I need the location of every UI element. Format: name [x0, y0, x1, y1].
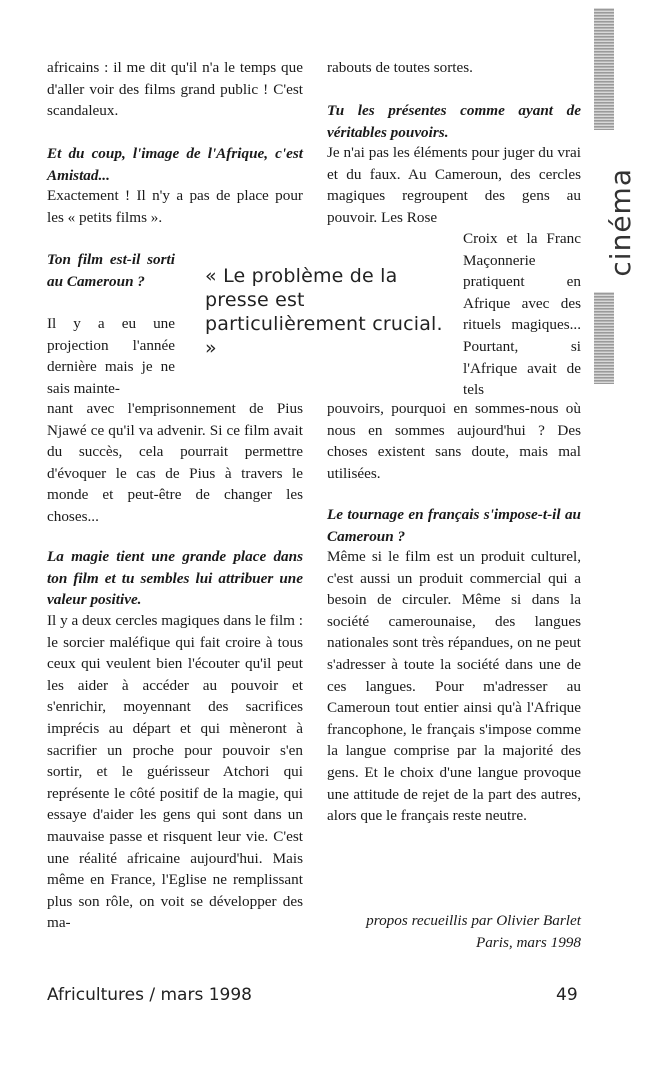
interview-credit	[327, 910, 581, 954]
section-marker-bar-top	[594, 8, 614, 130]
left-answer-2: Exactement ! Il n'y a pas de place pour les « petits films ».	[47, 187, 303, 226]
left-answer-3-end: nant avec l'emprisonnement de Pius Njawé ce qu'il va advenir. Si ce film avait du succès, cela pourrait permettre d'évoquer le cas de Pius à travers le monde et peut-être de changer les choses...	[47, 400, 303, 525]
left-answer-4: Il y a deux cercles magiques dans le film : le sorcier maléfique qui fait croire à tous ceux qui veulent bien l'écouter qu'il peut les aider à accéder au pouvoir et s'enrichir, moyennant des sacrifices imprécis au départ et qui mèneront à sacrifier un proche pour pouvoir s'en sortir, et le guérisseur Atchori qui représente le côté positif de la magie, qui essaye d'aider les gens qui sont dans un mauvaise passe et risquent leur vie. C'est une réalité africaine aujourd'hui. Mais même en France, l'Eglise ne remplissant plus son rôle, on voit se développer des ma-	[47, 612, 303, 932]
left-answer-3-start: Il y a eu une projection l'année dernière mais je ne sais mainte-	[47, 315, 175, 397]
footer-publication: Africultures / mars 1998	[47, 985, 252, 1005]
right-answer-1-end: pouvoirs, pourquoi en sommes-nous où nous en sommes aujourd'hui ? Des choses existent sans doute, mais mal utilisées.	[327, 400, 581, 482]
right-question-1: Tu les présentes comme ayant de véritables pouvoirs.	[327, 102, 581, 141]
left-question-2: Ton film est-il sorti au Cameroun ?	[47, 251, 175, 290]
right-question-2: Le tournage en français s'impose-t-il au Cameroun ?	[327, 506, 581, 545]
left-question-1: Et du coup, l'image de l'Afrique, c'est Amistad...	[47, 145, 303, 184]
section-marker-bar-bottom	[594, 292, 614, 384]
left-question-3: La magie tient une grande place dans ton film et tu sembles lui attribuer une valeur positive.	[47, 548, 303, 609]
section-label: cinéma	[604, 168, 637, 277]
right-answer-1-start: Je n'ai pas les éléments pour juger du vrai et du faux. Au Cameroun, des cercles magiques regroupent des gens au pouvoir. Les Rose	[327, 144, 581, 226]
credit-author: propos recueillis par Olivier Barlet	[366, 912, 581, 929]
right-answer-2: Même si le film est un produit culturel, c'est aussi un produit commercial qui a besoin de circuler. Même si dans la société camerounaise, des langues nationales sont très répandues, on ne peut s'adresser à toute la société dans une de ces langues. Pour m'adresser au Cameroun tout entier ainsi qu'à l'Afrique francophone, le français s'impose comme la langue comprise par la majorité des gens. Et le choix d'une langue provoque une attitude de rejet de la part des autres, alors que le français reste neutre.	[327, 548, 581, 825]
pull-quote: « Le problème de la presse est particulièrement crucial. »	[205, 265, 443, 359]
left-answer-1: africains : il me dit qu'il n'a le temps que d'aller voir des films grand public ! C'est scandaleux.	[47, 59, 303, 120]
credit-place-date: Paris, mars 1998	[475, 934, 581, 951]
page-number: 49	[556, 985, 578, 1005]
right-answer-continued: rabouts de toutes sortes.	[327, 59, 473, 76]
right-answer-1-narrow: Croix et la Franc Maçonnerie pratiquent en Afrique avec des rituels magiques... Pourtant, si l'Afrique avait de tels	[463, 230, 581, 399]
